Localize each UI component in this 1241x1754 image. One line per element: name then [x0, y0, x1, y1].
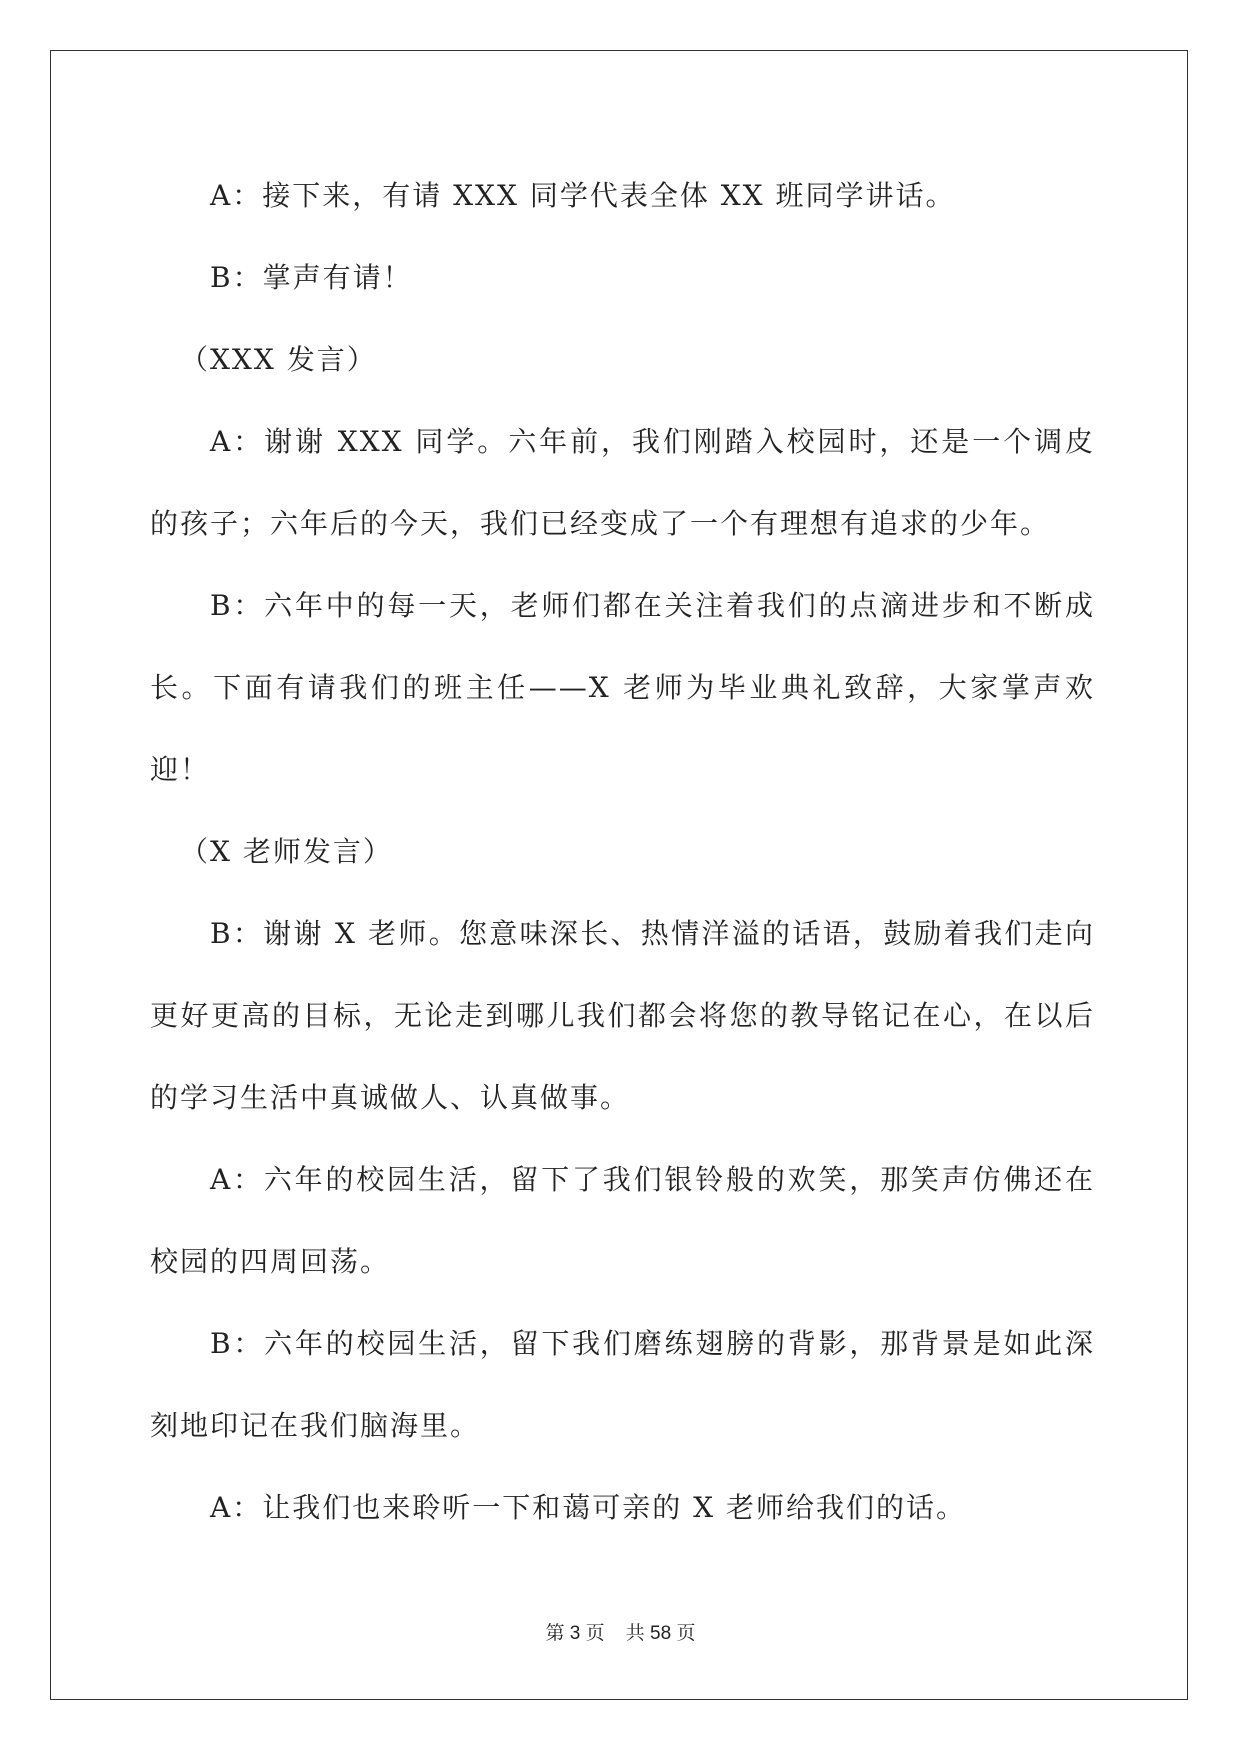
paragraph-4: A：谢谢 XXX 同学。六年前，我们刚踏入校园时，还是一个调皮的孩子；六年后的今天，我们已经变成了一个有理想有追求的少年。 — [150, 425, 1095, 540]
paragraph-5: B：六年中的每一天，老师们都在关注着我们的点滴进步和不断成长。下面有请我们的班主任——X 老师为毕业典礼致辞，大家掌声欢迎！ — [150, 589, 1095, 786]
paragraph-10: A：让我们也来聆听一下和蔼可亲的 X 老师给我们的话。 — [210, 1491, 966, 1524]
page-number: 第 3 页 — [545, 1623, 605, 1644]
paragraph-2: B：掌声有请！ — [210, 261, 413, 294]
paragraph-7: B：谢谢 X 老师。您意味深长、热情洋溢的话语，鼓励着我们走向更好更高的目标，无论走到哪儿我们都会将您的教导铭记在心，在以后的学习生活中真诚做人、认真做事。 — [150, 917, 1095, 1114]
paragraph-3-stage-note: （XXX 发言） — [180, 343, 377, 376]
paragraph-9: B：六年的校园生活，留下我们磨练翅膀的背影，那背景是如此深刻地印记在我们脑海里。 — [150, 1327, 1095, 1442]
paragraph-8: A：六年的校园生活，留下了我们银铃般的欢笑，那笑声仿佛还在校园的四周回荡。 — [150, 1163, 1095, 1278]
paragraph-6-stage-note: （X 老师发言） — [180, 835, 393, 868]
paragraph-1: A：接下来，有请 XXX 同学代表全体 XX 班同学讲话。 — [210, 179, 956, 212]
page-footer — [0, 1618, 1241, 1645]
document-body — [150, 155, 1095, 1549]
page-total: 共 58 页 — [625, 1623, 696, 1644]
